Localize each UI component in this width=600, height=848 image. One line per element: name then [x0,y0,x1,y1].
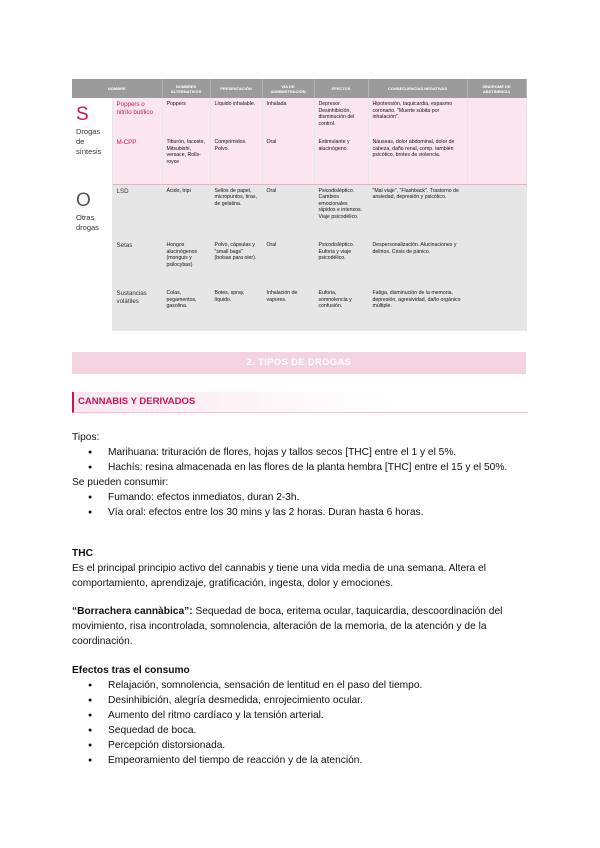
thc-paragraph: Es el principal principio activo del cannabis y tiene una vida media de una semana. Altera el comportamiento, aprendizaje, gratificación, ingesta, dolor y emociones. [72,563,486,589]
list-item: ● Marihuana: trituración de flores, hojas y tallos secos [THC] entre el 1 y el 5%. [72,445,528,460]
drug-route: Oral [262,239,314,287]
drug-route: Oral [262,184,314,239]
drug-effects: Depresor. Desinhibición, disminución del control. [314,98,368,136]
subsection-heading [72,392,528,413]
table-row [72,136,526,184]
tipos-block [72,430,528,520]
drug-effects: Euforia, somnolencia y confusión. [314,287,368,331]
subsection-title: CANNABIS Y DERIVADOS [78,396,196,407]
category-letter: S [76,104,89,125]
drug-name: Sustancias volátiles [112,287,162,331]
drug-name: Poppers o nitrito butílico [112,98,162,136]
drug-withdrawal [467,287,526,331]
consumir-list [72,490,528,520]
header-abstinencia: SÍNDROME DE ABSTINENCIA [467,79,526,98]
category-cell [72,184,112,331]
drug-negative: Náuseas, dolor abdominal, dolor de cabeza, daño renal, comp. también psicótico, brotes de violencia. [368,136,467,184]
list-item: ● Percepción distorsionada. [72,738,528,753]
drug-withdrawal [467,98,526,136]
drug-name: LSD [112,184,162,239]
header-via: VÍA DE ADMINISTRACIÓN [262,79,314,98]
category-letter: O [76,190,91,211]
drug-alt-names: Poppers [162,98,210,136]
drug-presentation: Líquido inhalable. [210,98,262,136]
header-nombre: NOMBRE [72,79,162,98]
category-cell [72,98,112,184]
table-header [72,79,526,98]
table-row [72,239,526,287]
header-presentacion: PRESENTACIÓN [210,79,262,98]
efectos-block [72,663,528,768]
efectos-list [72,678,528,768]
drug-negative: Hipotensión, taquicardia, espasmo coronario. "Muerte súbita por inhalación". [368,98,467,136]
list-item: ● Relajación, somnolencia, sensación de lentitud en el paso del tiempo. [72,678,528,693]
drug-effects: Psicodisléptico. Euforia y viaje psicodélico. [314,239,368,287]
header-efectos: EFECTOS [314,79,368,98]
table-row [72,287,526,331]
header-consecuencias: CONSECUENCIAS NEGATIVAS [368,79,467,98]
drug-alt-names: Ácido, tripi [162,184,210,239]
drug-route: Oral [262,136,314,184]
tipos-list [72,445,528,475]
drug-negative: Fatiga, disminución de la memoria, depresión, agresividad, daño orgánico múltiple. [368,287,467,331]
drug-alt-names: Tiburón, Iacoste, Mitsubishi, versace, Rolls-royce [162,136,210,184]
drug-negative: "Mal viaje", "Flashback". Trastorno de ansiedad, depresión y psicótico. [368,184,467,239]
efectos-title: Efectos tras el consumo [72,665,190,676]
header-alt: NOMBRES ALTERNATIVOS [162,79,210,98]
consumir-label: Se pueden consumir: [72,477,169,488]
table-row [72,98,526,136]
list-item: ● Aumento del ritmo cardíaco y la tensión arterial. [72,708,528,723]
drug-route: Inhalada [262,98,314,136]
thc-title: THC [72,548,93,559]
borrachera-paragraph [72,604,528,649]
list-item: ● Hachís: resina almacenada en las flores de la planta hembra [THC] entre el 15 y el 50%. [72,460,528,475]
drug-negative: Despersonalización. Alucinaciones y delirios. Crisis de pánico. [368,239,467,287]
list-item: ● Empeoramiento del tiempo de reacción y de la atención. [72,753,528,768]
drug-presentation: Polvo, cápsulas y "small bags" (bolsas para oler). [210,239,262,287]
drug-presentation: Comprimidos. Polvo. [210,136,262,184]
list-item: ● Desinhibición, alegría desmedida, enrojecimiento ocular. [72,693,528,708]
drug-withdrawal [467,136,526,184]
drug-withdrawal [467,239,526,287]
category-label: Otras drogas [76,213,99,233]
table-row [72,184,526,239]
borrachera-text: Sequedad de boca, eritema ocular, taquicardia, descoordinación del movimiento, risa incontrolada, somnolencia, alteración de la memoria, de la atención y de la coordinación. [72,606,503,647]
drug-effects: Psicodisléptico. Cambios emocionales rápidos e intensos. Viaje psicodélico. [314,184,368,239]
list-item: ● Fumando: efectos inmediatos, duran 2-3h. [72,490,528,505]
drug-withdrawal [467,184,526,239]
section-heading: 2. TIPOS DE DROGAS [72,352,526,374]
drug-name: M-CPP [112,136,162,184]
category-label: Drogas de síntesis [76,127,102,157]
drug-route: Inhalación de vapores. [262,287,314,331]
borrachera-title: “Borrachera cannàbica”: [72,606,193,617]
tipos-label: Tipos: [72,432,100,443]
drug-alt-names: Colas, pegamentos, gasolina. [162,287,210,331]
drug-alt-names: Hongos alucinógenos (monguis y psilocybas) [162,239,210,287]
drug-presentation: Botes, spray, líquido. [210,287,262,331]
list-item: ● Vía oral: efectos entre los 30 mins y las 2 horas. Duran hasta 6 horas. [72,505,528,520]
drug-effects: Estimulante y alucinógeno. [314,136,368,184]
drug-table [72,79,527,331]
drug-presentation: Sellos de papel, micropuntos, tiras, de gelatina. [210,184,262,239]
drug-name: Setas [112,239,162,287]
list-item: ● Sequedad de boca. [72,723,528,738]
